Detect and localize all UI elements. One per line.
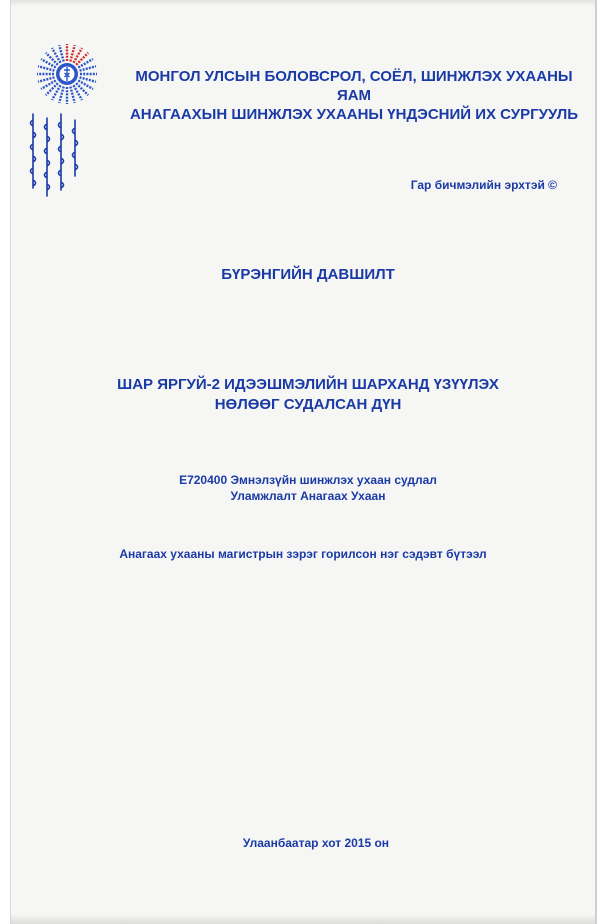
thesis-title — [11, 375, 595, 415]
specialty-field-line: Уламжлалт Анагаах Ухаан — [230, 489, 386, 503]
copyright-note: Гар бичмэлийн эрхтэй © — [410, 178, 557, 192]
specialty-block — [11, 472, 595, 504]
university-emblem-icon — [35, 42, 99, 106]
author-name: БҮРЭНГИЙН ДАВШИЛТ — [221, 266, 395, 283]
thesis-title-line-2: НӨЛӨӨГ СУДАЛСАН ДҮН — [214, 396, 402, 413]
thesis-cover-page — [10, 0, 597, 924]
degree-statement: Анагаах ухааны магистрын зэрэг горилсон нэг сэдэвт бүтээл — [119, 547, 487, 561]
ministry-line-1: МОНГОЛ УЛСЫН БОЛОВСРОЛ, СОЁЛ, ШИНЖЛЭХ УХААНЫ ЯАМ — [135, 68, 573, 104]
ministry-header — [119, 67, 589, 124]
mongolian-script-name-icon — [23, 110, 95, 202]
ministry-line-2: АНАГААХЫН ШИНЖЛЭХ УХААНЫ ҮНДЭСНИЙ ИХ СУРГУУЛЬ — [129, 106, 579, 123]
specialty-code-line: Е720400 Эмнэлзүйн шинжлэх ухаан судлал — [179, 473, 437, 487]
place-and-year: Улаанбаатар хот 2015 он — [242, 836, 390, 850]
thesis-title-line-1: ШАР ЯРГУЙ-2 ИДЭЭШМЭЛИЙН ШАРХАНД ҮЗҮҮЛЭХ — [117, 376, 499, 393]
